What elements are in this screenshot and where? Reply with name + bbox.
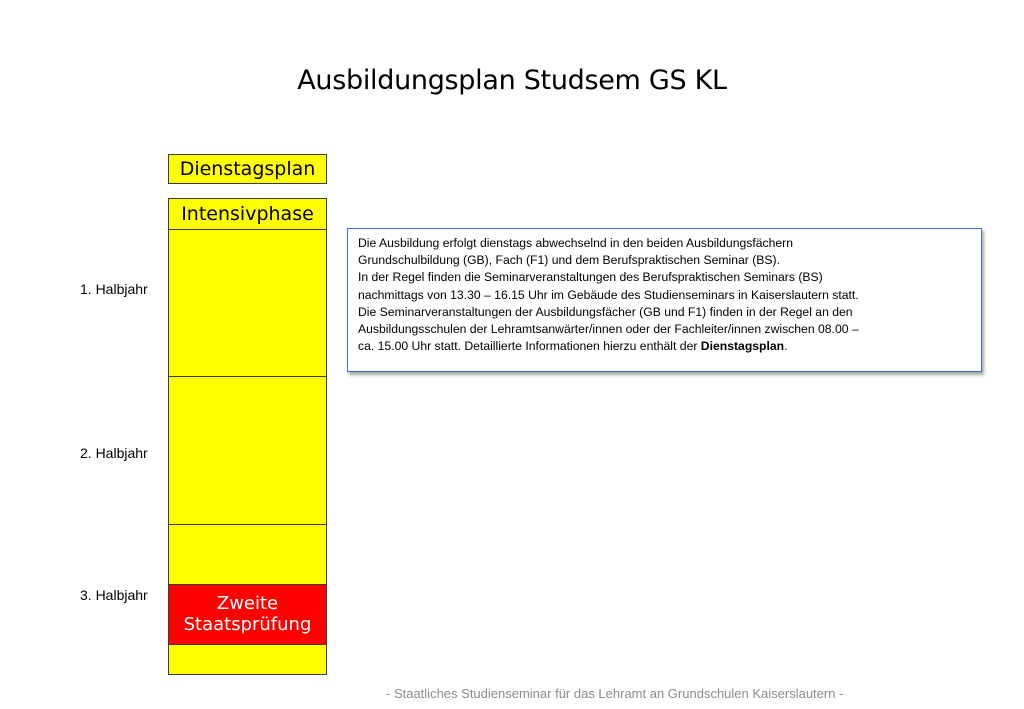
intensivphase-box: Intensivphase bbox=[168, 198, 327, 230]
info-line: Die Seminarveranstaltungen der Ausbildungsfächer (GB und F1) finden in der Regel an den bbox=[358, 304, 853, 319]
footer-text: - Staatliches Studienseminar für das Lehramt an Grundschulen Kaiserslautern - bbox=[386, 686, 844, 701]
info-line: In der Regel finden die Seminarveranstaltungen des Berufspraktischen Seminars (BS) bbox=[358, 270, 823, 285]
info-text: ca. 15.00 Uhr statt. Detaillierte Informationen hierzu enthält der bbox=[358, 339, 701, 354]
info-text: . bbox=[784, 339, 788, 354]
halbjahr-label-1: 1. Halbjahr bbox=[80, 281, 148, 297]
info-line: Die Ausbildung erfolgt dienstags abwechselnd in den beiden Ausbildungsfächern bbox=[358, 236, 793, 250]
page-title: Ausbildungsplan Studsem GS KL bbox=[297, 65, 727, 96]
staatspruefung-line-1: Zweite bbox=[216, 593, 279, 614]
info-textbox bbox=[347, 228, 982, 372]
timeline-divider-2 bbox=[168, 524, 327, 525]
dienstagsplan-reference: Dienstagsplan bbox=[700, 339, 785, 354]
timeline-divider-1 bbox=[168, 376, 327, 377]
halbjahr-label-3: 3. Halbjahr bbox=[80, 587, 148, 603]
dienstagsplan-box: Dienstagsplan bbox=[168, 154, 327, 184]
staatspruefung-box bbox=[168, 584, 327, 645]
halbjahr-label-2: 2. Halbjahr bbox=[80, 445, 148, 461]
info-line bbox=[358, 338, 971, 355]
info-line: nachmittags von 13.30 – 16.15 Uhr im Gebäude des Studienseminars in Kaiserslautern statt. bbox=[358, 287, 859, 302]
info-line: Grundschulbildung (GB), Fach (F1) und dem Berufspraktischen Seminar (BS). bbox=[358, 253, 780, 268]
staatspruefung-line-2: Staatsprüfung bbox=[183, 614, 312, 635]
info-line: Ausbildungsschulen der Lehramtsanwärter/innen oder der Fachleiter/innen zwischen 08.00 – bbox=[358, 322, 859, 337]
